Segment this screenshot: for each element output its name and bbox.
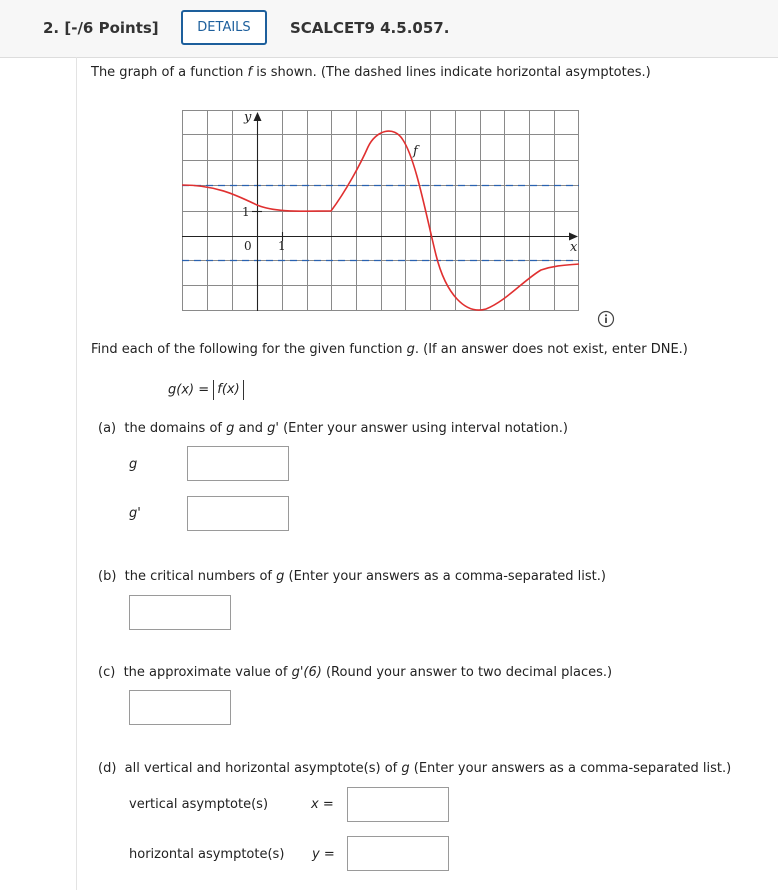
part-d-text: (d) all vertical and horizontal asymptote(s) of g (Enter your answers as a comma-separated list.) bbox=[98, 761, 732, 776]
absolute-value-expression: f(x) bbox=[213, 380, 243, 400]
x-axis-label: x bbox=[570, 240, 578, 255]
part-a-text: (a) the domains of g and g' (Enter your answer using interval notation.) bbox=[98, 421, 568, 436]
content-left-rule bbox=[76, 57, 77, 890]
function-definition: g(x) = f(x) bbox=[168, 380, 244, 400]
y-axis-arrow bbox=[254, 112, 262, 121]
curve-label: f bbox=[413, 144, 418, 159]
horizontal-asymptote-var: y = bbox=[312, 847, 335, 862]
asymptote-lines bbox=[182, 186, 579, 261]
info-icon[interactable] bbox=[597, 310, 615, 328]
vertical-asymptote-input[interactable] bbox=[347, 787, 449, 822]
instructions-text: Find each of the following for the given function g. (If an answer does not exist, enter DNE.) bbox=[91, 342, 688, 357]
question-code: SCALCET9 4.5.057. bbox=[290, 19, 450, 37]
origin-label: 0 bbox=[244, 239, 252, 253]
graph-axes bbox=[182, 118, 574, 311]
part-b-text: (b) the critical numbers of g (Enter your answers as a comma-separated list.) bbox=[98, 569, 606, 584]
function-curve bbox=[182, 131, 579, 310]
domain-gprime-input[interactable] bbox=[187, 496, 289, 531]
vertical-asymptote-var: x = bbox=[311, 797, 334, 812]
question-points: 2. [-/6 Points] bbox=[43, 19, 159, 37]
y-tick-label: 1 bbox=[242, 205, 250, 219]
x-tick-label: 1 bbox=[278, 239, 286, 253]
horizontal-asymptote-label: horizontal asymptote(s) bbox=[129, 847, 285, 862]
part-a-gprime-label: g' bbox=[129, 506, 141, 521]
domain-g-input[interactable] bbox=[187, 446, 289, 481]
details-button[interactable]: DETAILS bbox=[181, 10, 267, 45]
vertical-asymptote-label: vertical asymptote(s) bbox=[129, 797, 269, 812]
y-axis-label: y bbox=[244, 110, 252, 125]
critical-numbers-input[interactable] bbox=[129, 595, 231, 630]
function-graph bbox=[176, 105, 582, 315]
intro-text: The graph of a function f is shown. (The dashed lines indicate horizontal asymptotes.) bbox=[91, 65, 651, 80]
horizontal-asymptote-input[interactable] bbox=[347, 836, 449, 871]
question-header bbox=[0, 0, 778, 58]
gprime-value-input[interactable] bbox=[129, 690, 231, 725]
part-c-text: (c) the approximate value of g'(6) (Round your answer to two decimal places.) bbox=[98, 665, 613, 680]
part-a-g-label: g bbox=[129, 457, 138, 472]
